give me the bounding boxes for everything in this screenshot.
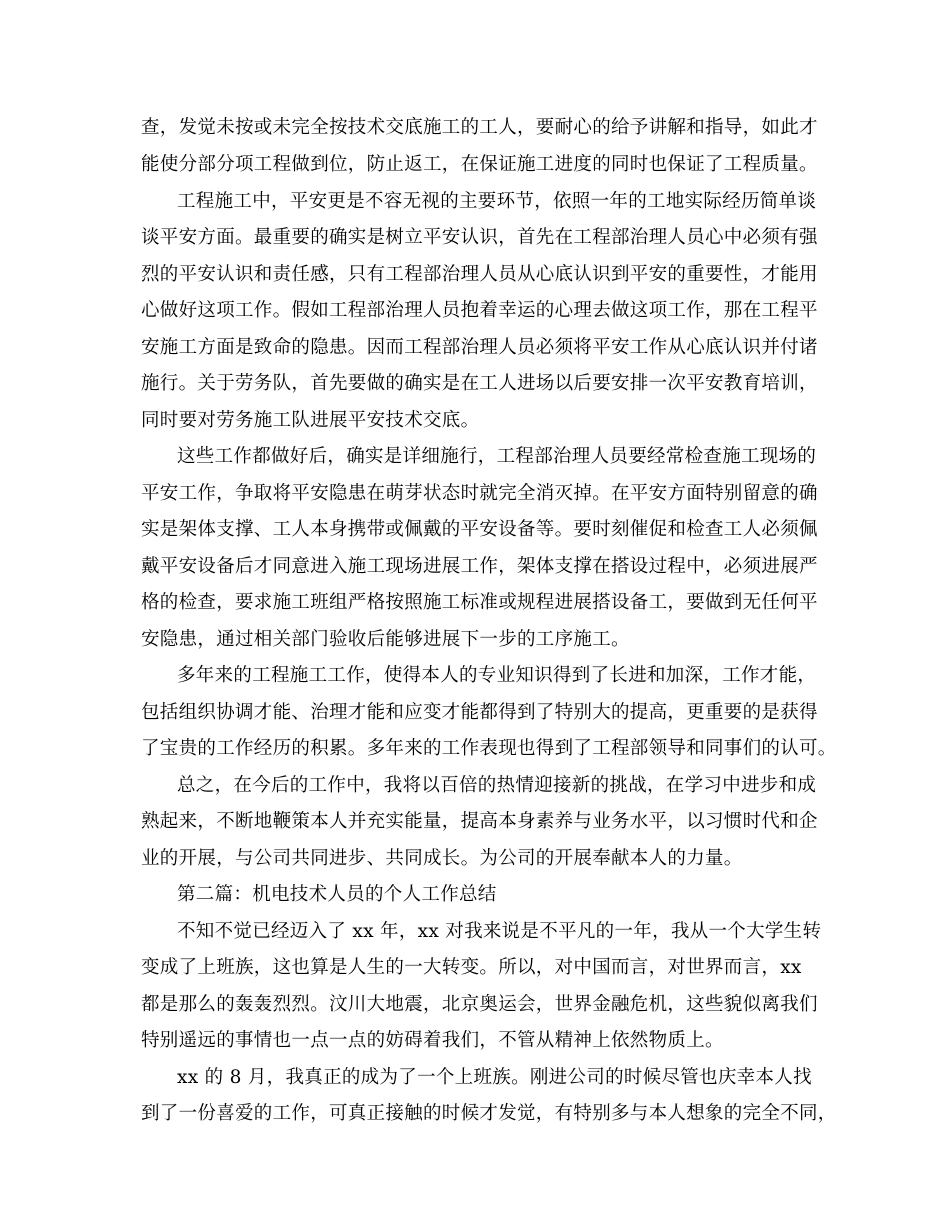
text-line: 这些工作都做好后，确实是详细施行，工程部治理人员要经常检查施工现场的 (177, 446, 817, 467)
text-line: 戴平安设备后才同意进入施工现场进展工作，架体支撑在搭设过程中，必须进展严 (141, 556, 818, 577)
text-line: 平安工作，争取将平安隐患在萌芽状态时就完全消灭掉。在平安方面特别留意的确 (141, 483, 818, 504)
text-line: 变成了上班族，这也算是人生的一大转变。所以，对中国而言，对世界而言，xx (141, 957, 802, 978)
text-line: 到了一份喜爱的工作，可真正接触的时候才发觉，有特别多与本人想象的完全不同， (141, 1103, 837, 1124)
text-line: 同时要对劳务施工队进展平安技术交底。 (141, 410, 480, 431)
text-line: 特别遥远的事情也一点一点的妨碍着我们，不管从精神上依然物质上。 (141, 1030, 724, 1051)
text-line: xx 的 8 月，我真正的成为了一个上班族。刚进公司的时候尽管也庆幸本人找 (177, 1067, 812, 1088)
text-line: 格的检查，要求施工班组严格按照施工标准或规程进展搭设备工，要做到无任何平 (141, 592, 818, 613)
text-line: 实是架体支撑、工人本身携带或佩戴的平安设备等。要时刻催促和检查工人必须佩 (141, 519, 818, 540)
text-line: 业的开展，与公司共同进步、共同成长。为公司的开展奉献本人的力量。 (141, 848, 743, 869)
text-line: 谈平安方面。最重要的确实是树立平安认识，首先在工程部治理人员心中必须有强 (141, 227, 818, 248)
text-line: 施行。关于劳务队，首先要做的确实是在工人进场以后要安排一次平安教育培训， (141, 373, 818, 394)
text-line: 不知不觉已经迈入了 xx 年，xx 对我来说是不平凡的一年，我从一个大学生转 (177, 921, 822, 942)
text-line: 都是那么的轰轰烈烈。汶川大地震，北京奥运会，世界金融危机，这些貌似离我们 (141, 994, 818, 1015)
text-line: 了宝贵的工作经历的积累。多年来的工作表现也得到了工程部领导和同事们的认可。 (141, 738, 837, 759)
text-line: 总之，在今后的工作中，我将以百倍的热情迎接新的挑战，在学习中进步和成 (177, 775, 817, 796)
section-heading: 第二篇：机电技术人员的个人工作总结 (177, 884, 497, 905)
text-line: 熟起来，不断地鞭策本人并充实能量，提高本身素养与业务水平，以习惯时代和企 (141, 811, 818, 832)
text-line: 包括组织协调才能、治理才能和应变才能都得到了特别大的提高，更重要的是获得 (141, 702, 818, 723)
text-line: 安施工方面是致命的隐患。因而工程部治理人员必须将平安工作从心底认识并付诸 (141, 337, 818, 358)
text-line: 多年来的工程施工工作，使得本人的专业知识得到了长进和加深，工作才能， (177, 665, 817, 686)
text-line: 心做好这项工作。假如工程部治理人员抱着幸运的心理去做这项工作，那在工程平 (141, 300, 818, 321)
text-line: 安隐患，通过相关部门验收后能够进展下一步的工序施工。 (141, 629, 630, 650)
text-line: 工程施工中，平安更是不容无视的主要环节，依照一年的工地实际经历简单谈 (177, 191, 817, 212)
text-line: 查，发觉未按或未完全按技术交底施工的工人，要耐心的给予讲解和指导，如此才 (141, 117, 818, 138)
text-line: 烈的平安认识和责任感，只有工程部治理人员从心底认识到平安的重要性，才能用 (141, 264, 818, 285)
text-line: 能使分部分项工程做到位，防止返工，在保证施工进度的同时也保证了工程质量。 (141, 154, 818, 175)
